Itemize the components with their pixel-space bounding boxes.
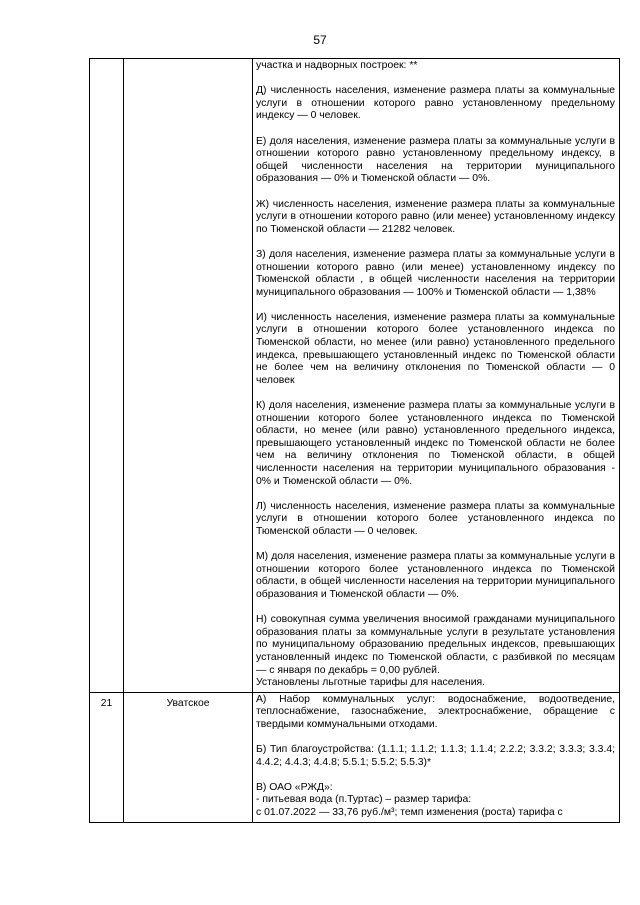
municipality-name: Уватское xyxy=(166,697,210,709)
row-number-cell xyxy=(90,59,124,693)
paragraph-title: В) ОАО «РЖД»: xyxy=(256,781,333,793)
cell-text xyxy=(253,693,619,822)
table-row xyxy=(90,692,620,822)
paragraph: Б) Тип благоустройства: (1.1.1; 1.1.2; 1.1.3; 1.1.4; 2.2.2; 3.3.2; 3.3.3; 3.3.4; 4.4.2; 4.4.3; 4.4.8; 5.5.1; 5.5.2; 5.5.3)* xyxy=(256,744,615,768)
document-table xyxy=(89,58,620,823)
paragraph: М) доля населения, изменение размера платы за коммунальные услуги в отношении которого более установленного индекса по Тюменской области, в общей численности населения на территории муниципального образования и Тюменской области — 0%. xyxy=(256,551,615,600)
row-number: 21 xyxy=(100,697,113,709)
paragraph: З) доля населения, изменение размера платы за коммунальные услуги в отношении которого равно (или менее) установленному индексу по Тюменской области , в общей численности населения на территории муниципального образования — 100% и Тюменской области — 1,38% xyxy=(256,248,615,298)
row-name-cell xyxy=(124,59,253,693)
cell-text xyxy=(253,59,619,692)
paragraph: А) Набор коммунальных услуг: водоснабжение, водоотведение, теплоснабжение, газоснабжение, электроснабжение, обращение с твердыми коммунальными отходами. xyxy=(256,693,615,730)
paragraph: Ж) численность населения, изменение размера платы за коммунальные услуги в отношении которого равно (или менее) установленному индексу по Тюменской области — 21282 человек. xyxy=(256,198,615,235)
page-number: 57 xyxy=(313,33,327,47)
row-name-cell xyxy=(124,692,253,822)
paragraph: Д) численность населения, изменение размера платы за коммунальные услуги в отношении которого равно установленному предельному индексу — 0 человек. xyxy=(256,85,615,122)
paragraph: Е) доля населения, изменение размера платы за коммунальные услуги в отношении которого равно установленному предельному индексу, в общей численности населения на территории муниципального образования — 0% и Тюменской области — 0%. xyxy=(256,135,615,185)
row-number-cell xyxy=(90,692,124,822)
paragraph: Л) численность населения, изменение размера платы за коммунальные услуги в отношении которого более установленного индекса по Тюменской области — 0 человек. xyxy=(256,500,615,537)
closing-line: Установлены льготные тарифы для населения. xyxy=(256,677,486,689)
paragraph-line: - питьевая вода (п.Туртас) – размер тарифа: xyxy=(256,794,472,806)
table-row xyxy=(90,59,620,693)
row-content-cell xyxy=(253,59,620,693)
paragraph-line: с 01.07.2022 — 33,76 руб./м³; темп изменения (роста) тарифа с xyxy=(256,807,563,819)
paragraph: И) численность населения, изменение размера платы за коммунальные услуги в отношении которого более установленного индекса по Тюменской области, но менее (или равно) установленного предельного индекса, превышающего установленный индекс по Тюменской области не более чем на величину отклонения по Тюменской области — 0 человек xyxy=(256,311,615,386)
paragraph: Н) совокупная сумма увеличения вносимой гражданами муниципального образования платы за коммунальные услуги в результате установления по муниципальному образованию предельных индексов, превышающих установленный индекс по Тюменской области, с разбивкой по месяцам — с января по декабрь = 0,00 рублей. xyxy=(256,614,615,676)
row-content-cell xyxy=(253,692,620,822)
paragraph: участка и надворных построек: ** xyxy=(256,60,418,71)
paragraph: К) доля населения, изменение размера платы за коммунальные услуги в отношении которого более установленного индекса по Тюменской области, но менее (или равно) установленного предельного индекса, превышающего установленный индекс по Тюменской области не более чем на величину отклонения по Тюменской области, в общей численности населения на территории муниципального образования - 0% и Тюменской области — 0%. xyxy=(256,400,615,487)
